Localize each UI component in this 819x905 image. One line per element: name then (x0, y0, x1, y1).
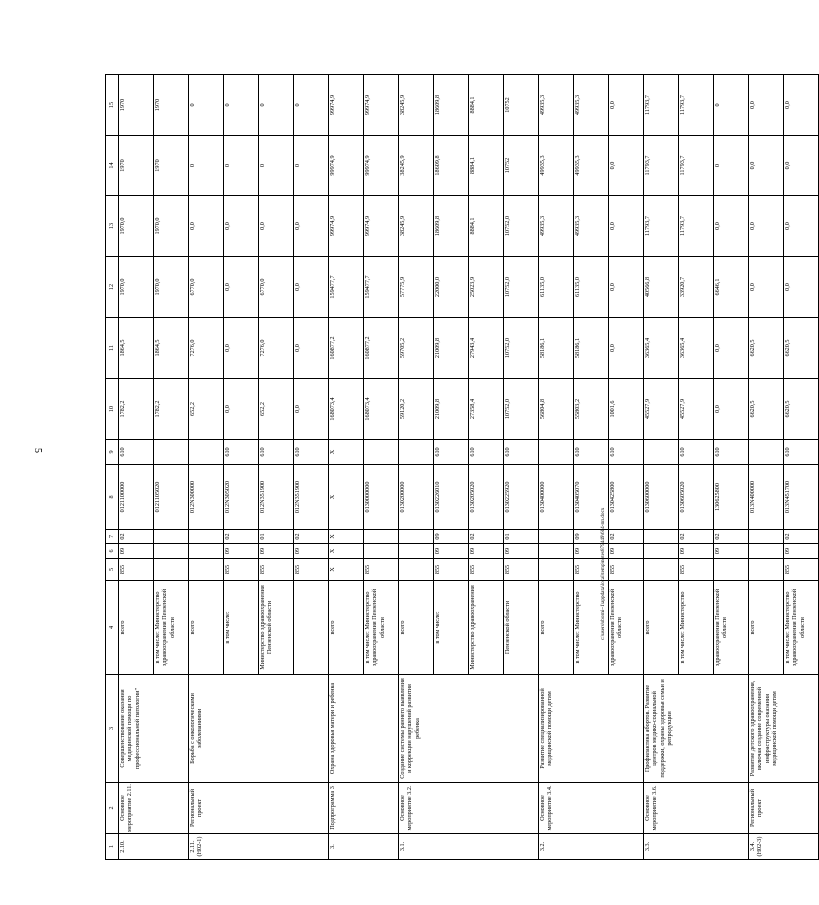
table-cell: X (329, 465, 364, 530)
table-cell: 3. (329, 834, 399, 860)
table-cell: 3.1. (399, 834, 539, 860)
table-cell: 02 (609, 530, 644, 544)
table-cell: 1970,0 (154, 196, 189, 257)
funding-label-cell: в том числе: Министерство (679, 581, 714, 675)
table-cell: 0,0 (294, 379, 329, 440)
table-cell: Основное мероприятие 3.4. (539, 783, 644, 834)
table-cell: 02 (294, 530, 329, 544)
table-cell: Профилактика абортов. Развитие центров медико-социальной поддержки, охраны здоровья семьи и репродукции (644, 675, 749, 783)
table-cell: 09 (714, 544, 749, 559)
funding-label-cell: в том числе: (434, 581, 469, 675)
table-cell: 09 (294, 544, 329, 559)
table-cell: 012N351900 (259, 465, 294, 530)
table-cell: 0,0 (749, 196, 784, 257)
table-cell (539, 544, 574, 559)
table-cell: 0 (714, 136, 749, 196)
table-cell: 1782,2 (154, 379, 189, 440)
table-cell: 855 (679, 559, 714, 581)
table-cell (189, 559, 224, 581)
table-cell: 0,0 (609, 318, 644, 379)
table-cell: 0 (224, 136, 259, 196)
table-cell: 6770,0 (259, 257, 294, 318)
table-cell: Создание системы раннего выявления и коррекции нарушений развития ребенка (399, 675, 539, 783)
table-cell: 6620,5 (784, 318, 819, 379)
table-cell: 22000,0 (434, 257, 469, 318)
table-cell: 652,2 (259, 379, 294, 440)
table-cell (749, 440, 784, 465)
table-cell (154, 440, 189, 465)
table-cell: 10752 (504, 136, 539, 196)
table-cell: 610 (294, 440, 329, 465)
table-cell: 18609,8 (434, 136, 469, 196)
table-cell: 09 (119, 544, 154, 559)
table-cell: 0 (189, 136, 224, 196)
funding-label-cell: в том числе: Министерство здравоохранения Пензенской области (154, 581, 189, 675)
table-cell: 09 (504, 544, 539, 559)
table-cell: 0,0 (714, 379, 749, 440)
table-cell: 855 (434, 559, 469, 581)
table-cell: 0130400000 (539, 465, 574, 530)
table-cell: 013N400000 (749, 465, 784, 530)
table-cell: 0,0 (714, 196, 749, 257)
funding-label-cell: в том числе: Министерство (574, 581, 609, 675)
table-cell: 0130600000 (644, 465, 679, 530)
table-cell: 99974,9 (364, 196, 399, 257)
table-cell: 18609,8 (434, 196, 469, 257)
table-cell: 0,0 (609, 196, 644, 257)
table-cell: 10752,0 (504, 379, 539, 440)
table-cell: 10752,0 (504, 196, 539, 257)
table-cell: 0 (189, 75, 224, 136)
table-cell: 49935,3 (539, 75, 574, 136)
table-cell: 49935,3 (574, 136, 609, 196)
table-cell: 1970 (119, 136, 154, 196)
table-cell: 6770,0 (189, 257, 224, 318)
table-cell: 59120,2 (399, 379, 434, 440)
table-cell: 45527,9 (679, 379, 714, 440)
table-cell: 610 (469, 440, 504, 465)
table-cell (189, 530, 224, 544)
table-cell: 36365,4 (679, 318, 714, 379)
table-cell: 855 (224, 559, 259, 581)
table-cell: 02 (679, 530, 714, 544)
table-cell: 855 (294, 559, 329, 581)
table-cell: 0,0 (784, 136, 819, 196)
table-cell: X (329, 559, 364, 581)
table-cell: 1970 (154, 75, 189, 136)
table-cell: 0,0 (224, 257, 259, 318)
table-cell: 11793,7 (679, 196, 714, 257)
funding-label-cell: в том числе: (224, 581, 259, 675)
funding-label-cell: Министерство здравоохранения Пензенской области (259, 581, 294, 675)
table-cell: 09 (784, 544, 819, 559)
table-cell: 610 (504, 440, 539, 465)
table-cell: Развитие специализированной медицинской помощи детям (539, 675, 644, 783)
funding-label-cell: Министерство здравоохранения (469, 581, 504, 675)
table-cell: 09 (434, 544, 469, 559)
table-cell: 02 (224, 530, 259, 544)
table-cell (749, 544, 784, 559)
table-cell: 02 (119, 530, 154, 544)
table-cell: Региональный проект (189, 783, 329, 834)
table-cell: X (329, 544, 364, 559)
file-path-footer: c:\users\sborni~1\appdata\local\temp\notes879449\614-пп.docx (600, 507, 606, 640)
table-cell: 159477,7 (329, 257, 364, 318)
table-cell (644, 440, 679, 465)
table-row (539, 75, 574, 860)
table-cell: Основное мероприятие 3.6. (644, 783, 749, 834)
table-cell: 57775,9 (399, 257, 434, 318)
table-cell (189, 544, 224, 559)
table-cell: 1864,5 (119, 318, 154, 379)
funding-label-cell: всего (749, 581, 784, 675)
table-cell: 0,0 (784, 75, 819, 136)
table-row (329, 75, 364, 860)
header-cell: 9 (106, 440, 119, 465)
table-cell: 2.11. (Н02-1) (189, 834, 329, 860)
table-cell: 0 (224, 75, 259, 136)
table-cell: 21009,8 (434, 379, 469, 440)
table-cell: 1970 (119, 75, 154, 136)
table-cell (189, 440, 224, 465)
table-cell: Региональный проект (749, 783, 819, 834)
table-cell: 49935,3 (574, 196, 609, 257)
table-cell: 36365,4 (644, 318, 679, 379)
table-cell: 09 (259, 544, 294, 559)
table-cell: 0,0 (749, 75, 784, 136)
table-cell: 0 (259, 75, 294, 136)
table-cell: 09 (469, 544, 504, 559)
table-cell: 0,0 (749, 257, 784, 318)
table-cell (749, 530, 784, 544)
header-cell: 7 (106, 530, 119, 544)
table-cell: 012N300000 (189, 465, 224, 530)
table-cell: 6646,1 (714, 257, 749, 318)
table-cell: 02 (469, 530, 504, 544)
table-cell: 012N305020 (224, 465, 259, 530)
table-cell: 49935,3 (574, 75, 609, 136)
funding-label-cell: всего (644, 581, 679, 675)
table-cell: 61135,0 (539, 257, 574, 318)
table-cell: 0130000000 (364, 465, 399, 530)
header-cell: 5 (106, 559, 119, 581)
budget-table (105, 74, 819, 860)
table-cell (364, 530, 399, 544)
header-cell: 4 (106, 581, 119, 675)
table-cell: 0 (714, 75, 749, 136)
table-cell: 0,0 (259, 196, 294, 257)
table-cell: 855 (119, 559, 154, 581)
table-cell (364, 544, 399, 559)
table-cell: 0 (294, 75, 329, 136)
table-cell: 0,0 (784, 257, 819, 318)
table-cell (539, 530, 574, 544)
table-cell: 168073,4 (364, 379, 399, 440)
table-cell (154, 559, 189, 581)
table-cell: 0,0 (189, 196, 224, 257)
table-cell (644, 544, 679, 559)
table-cell: 01 (259, 530, 294, 544)
header-cell: 2 (106, 783, 119, 834)
table-cell: 610 (679, 440, 714, 465)
table-cell: 6620,5 (749, 379, 784, 440)
table-cell: 11793,7 (644, 136, 679, 196)
table-cell (364, 440, 399, 465)
table-cell (154, 530, 189, 544)
header-cell: 14 (106, 136, 119, 196)
table-cell: 855 (259, 559, 294, 581)
table-cell: 160877,2 (329, 318, 364, 379)
funding-label-cell: всего (539, 581, 574, 675)
table-cell: 3.4. (Н02-3) (749, 834, 819, 860)
table-cell: 0,0 (609, 136, 644, 196)
table-cell (644, 559, 679, 581)
table-cell: 855 (504, 559, 539, 581)
table-cell: Охрана здоровья матери и ребенка (329, 675, 399, 783)
table-cell: 09 (224, 544, 259, 559)
table-cell: 0,0 (784, 196, 819, 257)
table-cell: 1001,6 (609, 379, 644, 440)
table-cell: Совершенствование оказания медицинской помощи по профессиональной патологии" (119, 675, 189, 783)
funding-label-cell: здравоохранения Пензенской области (609, 581, 644, 675)
table-cell: 10752 (504, 75, 539, 136)
table-cell: 610 (119, 440, 154, 465)
table-cell: 10752,0 (504, 257, 539, 318)
table-cell: 0 (294, 136, 329, 196)
funding-label-cell: Пензенской области (504, 581, 539, 675)
table-cell: 7276,0 (189, 318, 224, 379)
table-cell: 55803,2 (574, 379, 609, 440)
table-cell: 56804,8 (539, 379, 574, 440)
table-cell: 0130225920 (504, 465, 539, 530)
table-cell: X (329, 530, 364, 544)
table-row (749, 75, 784, 860)
table-cell: 159477,7 (364, 257, 399, 318)
table-cell: 09 (574, 530, 609, 544)
table-cell: 652,2 (189, 379, 224, 440)
funding-label-cell: всего (189, 581, 224, 675)
table-cell: 0,0 (749, 136, 784, 196)
table-cell (539, 440, 574, 465)
funding-label-cell (294, 581, 329, 675)
table-cell: 38245,9 (399, 136, 434, 196)
table-cell: 610 (224, 440, 259, 465)
table-cell: 6620,5 (784, 379, 819, 440)
table-cell: 610 (714, 440, 749, 465)
table-cell: 99974,9 (329, 75, 364, 136)
funding-label-cell: в том числе: Министерство здравоохранения Пензенской области (784, 581, 819, 675)
table-cell: 1970 (154, 136, 189, 196)
header-cell: 11 (106, 318, 119, 379)
table-cell: 7276,0 (259, 318, 294, 379)
table-cell: 02 (784, 530, 819, 544)
table-cell: 0,0 (224, 379, 259, 440)
funding-label-cell: всего (399, 581, 434, 675)
table-cell: 0,0 (714, 318, 749, 379)
table-cell: 610 (259, 440, 294, 465)
table-cell (399, 559, 434, 581)
table-cell: 0121100000 (119, 465, 154, 530)
table-cell: 99974,9 (329, 196, 364, 257)
table-cell: 18609,8 (434, 75, 469, 136)
table-cell: Подпрограмма 3 (329, 783, 399, 834)
header-cell: 8 (106, 465, 119, 530)
table-cell: 610 (609, 440, 644, 465)
table-cell: 0,0 (224, 318, 259, 379)
table-cell: 09 (679, 544, 714, 559)
funding-label-cell: всего (119, 581, 154, 675)
table-cell: 49935,3 (539, 196, 574, 257)
table-cell: 1970,0 (154, 257, 189, 318)
table-cell: 0,0 (609, 75, 644, 136)
table-cell: 8884,1 (469, 75, 504, 136)
table-cell (644, 530, 679, 544)
table-cell: 168073,4 (329, 379, 364, 440)
table-cell: 3.3. (644, 834, 749, 860)
table-row (189, 75, 224, 860)
table-cell: 11793,7 (644, 196, 679, 257)
table-cell: 0,0 (294, 257, 329, 318)
header-cell: 15 (106, 75, 119, 136)
table-cell: 130625800 (714, 465, 749, 530)
table-cell (399, 440, 434, 465)
table-cell: 855 (784, 559, 819, 581)
table-cell: 0,0 (224, 196, 259, 257)
table-cell: 0130200000 (399, 465, 434, 530)
table-cell: Развитие детского здравоохранения, включая создание современной инфраструктуры оказания медицинской помощи детям (749, 675, 819, 783)
table-cell: 02 (714, 530, 749, 544)
table-cell: 45527,9 (644, 379, 679, 440)
table-cell: 0130205020 (469, 465, 504, 530)
table-cell: 6620,5 (749, 318, 784, 379)
table-cell: 11793,7 (679, 75, 714, 136)
table-cell: 610 (574, 440, 609, 465)
table-cell: 49935,3 (539, 136, 574, 196)
table-cell: 10752,0 (504, 318, 539, 379)
table-cell: 1782,2 (119, 379, 154, 440)
table-cell: 0130405070 (574, 465, 609, 530)
table-cell: 40566,8 (644, 257, 679, 318)
table-cell: 8884,1 (469, 196, 504, 257)
table-cell (154, 544, 189, 559)
table-cell: 61135,0 (574, 257, 609, 318)
table-cell: 58186,1 (574, 318, 609, 379)
table-cell: 11793,7 (679, 136, 714, 196)
table-cell: 21009,8 (434, 318, 469, 379)
table-cell: Борьба с онкологическими заболеваниями (189, 675, 329, 783)
table-cell: 3.2. (539, 834, 644, 860)
table-cell: 09 (609, 544, 644, 559)
table-cell: 58186,1 (539, 318, 574, 379)
table-cell: 012N351900 (294, 465, 329, 530)
table-row (399, 75, 434, 860)
table-cell: 0,0 (294, 318, 329, 379)
table-cell: Основное мероприятие 2.11. (119, 783, 189, 834)
table-cell: 855 (609, 559, 644, 581)
table-cell: 855 (574, 559, 609, 581)
header-cell: 13 (106, 196, 119, 257)
table-cell: 1864,5 (154, 318, 189, 379)
table-cell: 855 (469, 559, 504, 581)
table-cell: 0,0 (294, 196, 329, 257)
header-cell: 1 (106, 834, 119, 860)
table-cell: 99974,9 (329, 136, 364, 196)
table-cell: 11793,7 (644, 75, 679, 136)
table-cell (399, 544, 434, 559)
table-cell: 1970,0 (119, 196, 154, 257)
table-cell: 0130226010 (434, 465, 469, 530)
table-cell: 01 (504, 530, 539, 544)
table-cell: 0,0 (609, 257, 644, 318)
table-row (119, 75, 154, 860)
table-cell: 1970,0 (119, 257, 154, 318)
table-cell: 0 (259, 136, 294, 196)
funding-label-cell: здравоохранения Пензенской области (714, 581, 749, 675)
header-cell: 12 (106, 257, 119, 318)
table-row (644, 75, 679, 860)
table-cell: 8884,1 (469, 136, 504, 196)
table-cell (539, 559, 574, 581)
funding-label-cell: в том числе: Министерство здравоохранения Пензенской области (364, 581, 399, 675)
table-cell (749, 559, 784, 581)
header-cell: 3 (106, 675, 119, 783)
table-cell: 99974,9 (364, 136, 399, 196)
table-cell (714, 559, 749, 581)
table-header-row (106, 75, 119, 860)
table-cell: 09 (574, 544, 609, 559)
page-number: 5 (32, 448, 43, 453)
table-cell: 38245,9 (399, 196, 434, 257)
table-cell: 09 (434, 530, 469, 544)
table-cell (399, 530, 434, 544)
table-cell: Основное мероприятие 3.2. (399, 783, 539, 834)
header-cell: 6 (106, 544, 119, 559)
table-cell: 2.10. (119, 834, 189, 860)
table-cell: 160877,2 (364, 318, 399, 379)
table-cell: 25023,9 (469, 257, 504, 318)
table-cell: 0121105020 (154, 465, 189, 530)
table-cell: 855 (364, 559, 399, 581)
table-cell: 0130425800 (609, 465, 644, 530)
table-cell: 33920,7 (679, 257, 714, 318)
table-cell: 99974,9 (364, 75, 399, 136)
table-cell: X (329, 440, 364, 465)
table-cell: 59705,2 (399, 318, 434, 379)
table-cell: 27358,4 (469, 379, 504, 440)
funding-label-cell: всего (329, 581, 364, 675)
table-cell: 27943,4 (469, 318, 504, 379)
table-cell: 610 (784, 440, 819, 465)
table-cell: 013N451700 (784, 465, 819, 530)
header-cell: 10 (106, 379, 119, 440)
table-cell: 610 (434, 440, 469, 465)
table-cell: 38245,9 (399, 75, 434, 136)
table-cell: 0130605020 (679, 465, 714, 530)
